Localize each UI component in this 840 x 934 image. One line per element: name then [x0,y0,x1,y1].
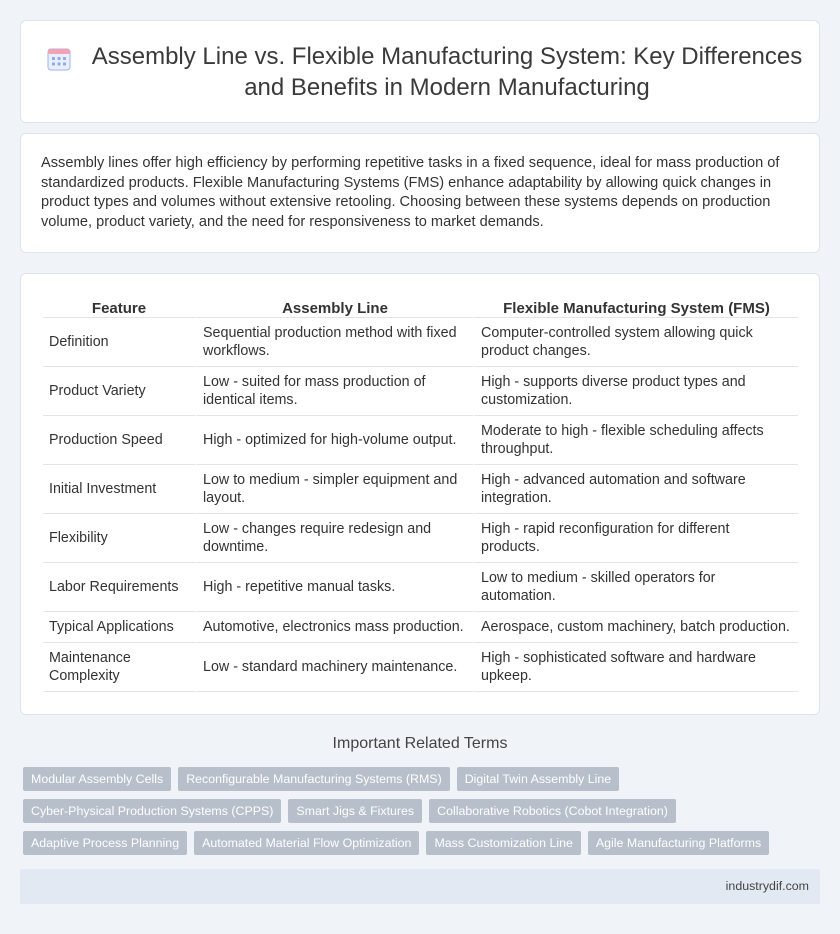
table-row [43,465,798,514]
table-row [43,318,798,367]
assembly-line-cell: Low - suited for mass production of identical items. [195,367,473,416]
footer-site-link[interactable]: industrydif.com [725,879,809,893]
related-term-tag[interactable]: Adaptive Process Planning [23,831,187,855]
calendar-grid-icon [45,45,73,73]
assembly-line-cell: Low - changes require redesign and downtime. [195,514,473,563]
related-term-tag[interactable]: Cyber-Physical Production Systems (CPPS) [23,799,281,823]
fms-cell: Aerospace, custom machinery, batch production. [473,612,798,643]
assembly-line-cell: Low - standard machinery maintenance. [195,643,473,692]
header-assembly-line: Assembly Line [195,294,473,318]
related-term-tag[interactable]: Modular Assembly Cells [23,767,171,791]
related-term-tag[interactable]: Mass Customization Line [426,831,580,855]
page-title: Assembly Line vs. Flexible Manufacturing System: Key Differences and Benefits in Modern Manufacturing [91,42,803,101]
feature-cell: Typical Applications [43,612,195,643]
assembly-line-cell: Low to medium - simpler equipment and layout. [195,465,473,514]
feature-cell: Maintenance Complexity [43,643,195,692]
header-fms: Flexible Manufacturing System (FMS) [473,294,798,318]
table-row [43,643,798,692]
table-row [43,563,798,612]
table-row [43,612,798,643]
feature-cell: Definition [43,318,195,367]
comparison-table [43,294,798,692]
title-card [20,20,820,123]
fms-cell: High - advanced automation and software integration. [473,465,798,514]
header-feature: Feature [43,294,195,318]
related-term-tag[interactable]: Collaborative Robotics (Cobot Integration) [429,799,676,823]
intro-paragraph: Assembly lines offer high efficiency by performing repetitive tasks in a fixed sequence, ideal for mass production of standardized products. Flexible Manufacturing Systems (FMS) enhance adaptability by allowing quick changes in product types and volumes without extensive retooling. Choosing between these systems depends on production volume, product variety, and the need for responsiveness to market demands. [41,155,780,230]
assembly-line-cell: Automotive, electronics mass production. [195,612,473,643]
intro-card [20,133,820,253]
fms-cell: High - rapid reconfiguration for different products. [473,514,798,563]
assembly-line-cell: High - repetitive manual tasks. [195,563,473,612]
related-term-tag[interactable]: Reconfigurable Manufacturing Systems (RMS) [178,767,449,791]
feature-cell: Production Speed [43,416,195,465]
fms-cell: Computer-controlled system allowing quick product changes. [473,318,798,367]
table-row [43,367,798,416]
related-term-tag[interactable]: Smart Jigs & Fixtures [288,799,422,823]
fms-cell: Low to medium - skilled operators for automation. [473,563,798,612]
footer [20,869,820,904]
table-header-row [43,294,798,318]
related-terms-heading: Important Related Terms [332,735,508,752]
comparison-card [20,273,820,715]
feature-cell: Labor Requirements [43,563,195,612]
fms-cell: High - sophisticated software and hardware upkeep. [473,643,798,692]
fms-cell: High - supports diverse product types and customization. [473,367,798,416]
table-row [43,416,798,465]
assembly-line-cell: High - optimized for high-volume output. [195,416,473,465]
feature-cell: Initial Investment [43,465,195,514]
fms-cell: Moderate to high - flexible scheduling affects throughput. [473,416,798,465]
related-term-tag[interactable]: Agile Manufacturing Platforms [588,831,769,855]
table-row [43,514,798,563]
related-term-tag[interactable]: Digital Twin Assembly Line [457,767,619,791]
related-term-tag[interactable]: Automated Material Flow Optimization [194,831,419,855]
feature-cell: Product Variety [43,367,195,416]
feature-cell: Flexibility [43,514,195,563]
related-terms-list [23,767,823,855]
assembly-line-cell: Sequential production method with fixed workflows. [195,318,473,367]
